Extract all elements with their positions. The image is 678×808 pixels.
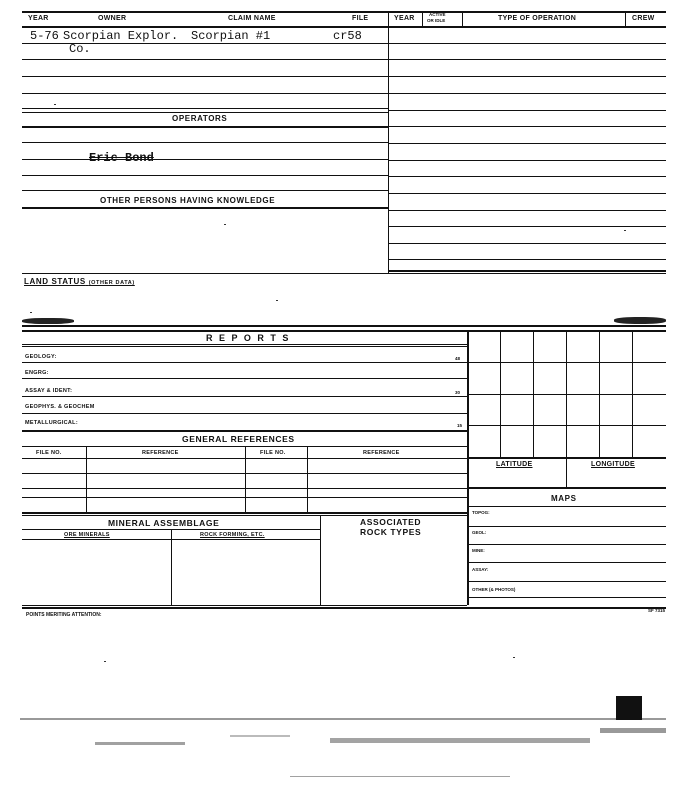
row-line-right (388, 176, 666, 177)
land-status-label: LAND STATUS (24, 277, 86, 286)
ore-minerals-header: ORE MINERALS (64, 532, 110, 538)
speck (276, 300, 278, 301)
operators-title: OPERATORS (172, 114, 228, 123)
land-status-top-line (22, 273, 666, 274)
gen-ref-bottom-line (22, 512, 467, 514)
speck (104, 661, 106, 662)
report-assay-num: 30 (455, 390, 461, 395)
row-line-right (388, 143, 666, 144)
operators-row-line (22, 142, 388, 143)
report-engrg-label: ENGRG: (25, 370, 49, 376)
row-line-right (388, 210, 666, 211)
ink-smudge (22, 318, 74, 324)
header-owner: OWNER (98, 15, 127, 22)
row-line-right (388, 243, 666, 244)
other-persons-title: OTHER PERSONS HAVING KNOWLEDGE (100, 196, 276, 205)
associated-rock-types-line2: ROCK TYPES (360, 527, 422, 537)
report-metallurgical-num: 15 (457, 423, 463, 428)
header-type-of-operation: TYPE OF OPERATION (498, 15, 577, 22)
row-line-right (388, 160, 666, 161)
report-geophys-label: GEOPHYS. & GEOCHEM (25, 404, 95, 410)
latitude-label: LATITUDE (496, 461, 533, 468)
associated-rock-types-line1: ASSOCIATED (360, 517, 422, 527)
maps-row-line (467, 526, 666, 527)
maps-topog-label: TOPOG: (472, 510, 490, 515)
report-row-line (22, 378, 467, 379)
header-year: YEAR (28, 15, 49, 22)
divider-left-right (388, 11, 389, 273)
grid-line (467, 362, 666, 363)
maps-geol-label: GEOL: (472, 530, 487, 535)
gen-ref-col-reference: REFERENCE (142, 450, 179, 456)
operators-row-line (22, 159, 388, 160)
row-line (22, 59, 388, 60)
maps-mine-label: MINE: (472, 548, 485, 553)
gen-ref-col-divider (86, 446, 87, 512)
row-line (22, 43, 388, 44)
operator-name: Eric Bond (89, 151, 154, 165)
operators-row-line (22, 190, 388, 191)
report-geology-label: GEOLOGY: (25, 354, 57, 360)
mineral-top-line (22, 515, 467, 516)
divider-type-crew (625, 11, 626, 26)
report-row-line (22, 413, 467, 414)
reports-title-line (22, 344, 467, 345)
header-crew: CREW (632, 15, 655, 22)
gen-ref-col-reference-2: REFERENCE (363, 450, 400, 456)
gen-ref-col-divider (245, 446, 246, 512)
divider-active-type (462, 11, 463, 26)
maps-other-label: OTHER (& PHOTOS) (472, 587, 516, 592)
scan-streak (20, 718, 666, 720)
grid-line (467, 425, 666, 426)
report-metallurgical-label: METALLURGICAL: (25, 420, 78, 426)
maps-title: MAPS (551, 494, 577, 503)
speck (513, 657, 515, 658)
entry-owner: Scorpian Explor. (63, 29, 179, 43)
operators-top-line (22, 112, 388, 113)
ink-smudge (614, 317, 666, 324)
entry-owner-cont: Co. (69, 42, 91, 56)
header-claim-name: CLAIM NAME (228, 15, 276, 22)
scan-streak (230, 735, 290, 737)
mineral-col-divider (171, 529, 172, 605)
land-status-title (24, 277, 135, 286)
rock-forming-header: ROCK FORMING, ETC. (200, 532, 265, 538)
other-persons-line (22, 207, 388, 209)
report-row-line (22, 362, 467, 363)
coords-divider (566, 457, 567, 487)
row-line (22, 93, 388, 94)
row-line-right (388, 59, 666, 60)
maps-row-line (467, 544, 666, 545)
operators-title-line (22, 126, 388, 128)
longitude-label: LONGITUDE (591, 461, 635, 468)
maps-row-line (467, 562, 666, 563)
form-number: SF 7315 (648, 608, 666, 613)
points-meriting-label: POINTS MERITING ATTENTION: (26, 612, 102, 618)
maps-row-line (467, 581, 666, 582)
rock-types-divider (320, 515, 321, 605)
row-line-right-bottom (388, 270, 666, 272)
entry-file: cr58 (333, 29, 362, 43)
maps-assay-label: ASSAY: (472, 567, 489, 572)
maps-row-line (467, 597, 666, 598)
header-active: ACTIVE (429, 12, 446, 17)
scan-streak (330, 738, 590, 743)
header-year-right: YEAR (394, 15, 415, 22)
header-file: FILE (352, 15, 369, 22)
entry-year: 5-76 (30, 29, 59, 43)
row-line-right (388, 43, 666, 44)
scan-streak (600, 728, 666, 733)
land-status-bottom-line (22, 325, 666, 327)
reports-top-line (22, 330, 666, 332)
scan-streak (290, 776, 510, 777)
row-line-right (388, 126, 666, 127)
gen-ref-col-file-no-2: FILE NO. (260, 450, 286, 456)
maps-title-line (467, 506, 666, 507)
report-assay-label: ASSAY & IDENT: (25, 388, 73, 394)
report-geology-num: 48 (455, 356, 461, 361)
row-line-right (388, 76, 666, 77)
reports-title-line-2 (22, 346, 467, 347)
footer-top-line (22, 607, 666, 609)
coords-bottom-line (467, 487, 666, 489)
row-line-right (388, 110, 666, 111)
right-panel-divider (467, 330, 469, 605)
entry-claim-name: Scorpian #1 (191, 29, 271, 43)
speck (624, 230, 626, 231)
report-row-line (22, 396, 467, 397)
mineral-assemblage-title: MINERAL ASSEMBLAGE (108, 518, 220, 528)
scan-streak (95, 742, 185, 745)
reports-title: R E P O R T S (206, 333, 291, 343)
row-line-right (388, 193, 666, 194)
header-bottom-border (22, 26, 666, 28)
speck (54, 104, 56, 105)
gen-ref-col-divider (307, 446, 308, 512)
operators-row-line (22, 175, 388, 176)
row-line-right (388, 226, 666, 227)
row-line (22, 108, 388, 109)
mineral-bottom-line (22, 605, 467, 606)
land-status-subtitle: (OTHER DATA) (88, 280, 135, 286)
row-line-right (388, 93, 666, 94)
grid-line (467, 394, 666, 395)
gen-ref-col-file-no: FILE NO. (36, 450, 62, 456)
top-border (22, 11, 666, 13)
general-references-title: GENERAL REFERENCES (182, 434, 295, 444)
speck (224, 224, 226, 225)
row-line (22, 76, 388, 77)
divider-year-active (422, 11, 423, 26)
speck (30, 312, 32, 313)
header-or-idle: OR IDLE (427, 18, 446, 23)
black-mark (616, 696, 642, 720)
row-line-right (388, 259, 666, 260)
reports-bottom-line (22, 430, 467, 432)
